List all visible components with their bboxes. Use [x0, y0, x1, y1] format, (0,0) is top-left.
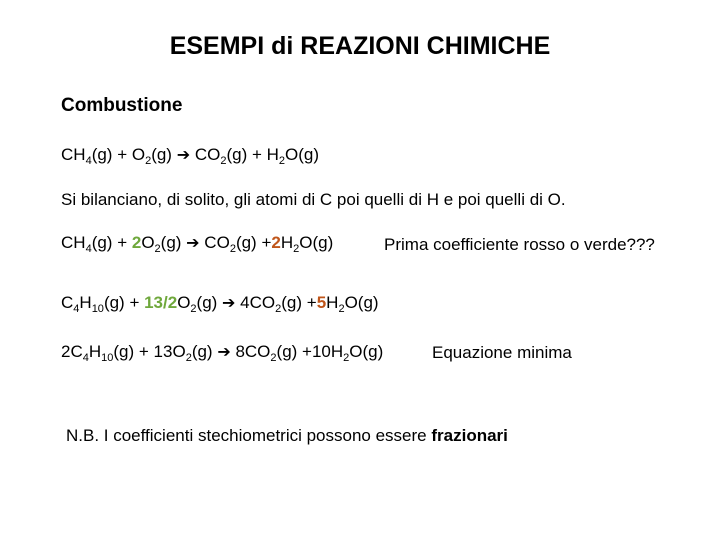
reaction-arrow-icon: ➔ [186, 233, 200, 252]
eq2-text: (g) + [91, 233, 132, 252]
eq4-text: 8CO [230, 342, 271, 361]
equation-unbalanced [61, 145, 319, 165]
eq3-sub: 4 [73, 303, 80, 315]
eq4-text: (g) +10H [276, 342, 344, 361]
eq3-sub: 10 [91, 303, 104, 315]
eq4-text: H [88, 342, 102, 361]
eq4-text: 2C [61, 342, 83, 361]
section-heading: Combustione [61, 95, 183, 116]
eq2-sub: 2 [229, 243, 236, 255]
coefficient-orange: 2 [271, 233, 281, 252]
eq1-sub: 2 [145, 155, 152, 167]
reaction-arrow-icon: ➔ [217, 342, 231, 361]
eq4-text: (g) + 13O [113, 342, 186, 361]
coefficient-green: 13/2 [144, 293, 178, 312]
eq4-text: O(g) [349, 342, 384, 361]
reaction-arrow-icon: ➔ [176, 145, 191, 164]
eq4-sub: 10 [101, 352, 114, 364]
eq3-text: (g) + [281, 293, 317, 312]
eq3-text: H [79, 293, 92, 312]
eq1-text: (g) + H [226, 145, 279, 164]
eq1-text: (g) [151, 145, 172, 164]
eq2-text: O(g) [299, 233, 334, 252]
eq1-text: (g) + O [91, 145, 146, 164]
eq3-text: O [177, 293, 191, 312]
eq4-sub: 2 [343, 352, 350, 364]
eq1-text: CO [190, 145, 221, 164]
eq1-text: O(g) [285, 145, 320, 164]
eq3-sub: 2 [338, 303, 345, 315]
eq3-sub: 2 [190, 303, 197, 315]
coefficient-green: 2 [131, 233, 142, 252]
eq4-text: (g) [191, 342, 218, 361]
question-note: Prima coefficiente rosso o verde??? [384, 235, 655, 254]
eq1-text: CH [61, 145, 86, 164]
eq2-text: CO [199, 233, 230, 252]
equation-balanced-butane-fractional [61, 293, 379, 313]
eq2-text: (g) + [235, 233, 272, 252]
reaction-arrow-icon: ➔ [222, 293, 236, 312]
eq4-sub: 2 [185, 352, 192, 364]
eq2-sub: 4 [85, 243, 92, 255]
eq3-text: (g) [196, 293, 223, 312]
eq2-text: (g) [160, 233, 187, 252]
footnote [66, 426, 508, 446]
eq2-text: O [141, 233, 155, 252]
eq2-text: CH [61, 233, 86, 252]
eq3-text: H [326, 293, 339, 312]
eq3-sub: 2 [275, 303, 282, 315]
eq1-sub: 2 [220, 155, 227, 167]
coefficient-orange: 5 [316, 293, 327, 312]
page-title: ESEMPI di REAZIONI CHIMICHE [169, 32, 551, 60]
eq4-sub: 2 [270, 352, 277, 364]
eq3-text: (g) + [103, 293, 145, 312]
balancing-rule: Si bilanciano, di solito, gli atomi di C poi quelli di H e poi quelli di O. [61, 190, 566, 209]
eq4-sub: 4 [82, 352, 89, 364]
footnote-text: N.B. I coefficienti stechiometrici possono essere [66, 426, 432, 445]
eq1-sub: 4 [85, 155, 92, 167]
eq2-sub: 2 [154, 243, 161, 255]
minimal-equation-label: Equazione minima [432, 343, 572, 362]
equation-balanced-methane [61, 233, 333, 253]
eq1-sub: 2 [278, 155, 286, 167]
eq2-text: H [280, 233, 294, 252]
eq2-sub: 2 [293, 243, 300, 255]
eq3-text: 4CO [235, 293, 276, 312]
equation-minimal [61, 342, 383, 362]
footnote-emphasis: frazionari [431, 426, 508, 445]
eq3-text: C [61, 293, 74, 312]
eq3-text: O(g) [344, 293, 379, 312]
